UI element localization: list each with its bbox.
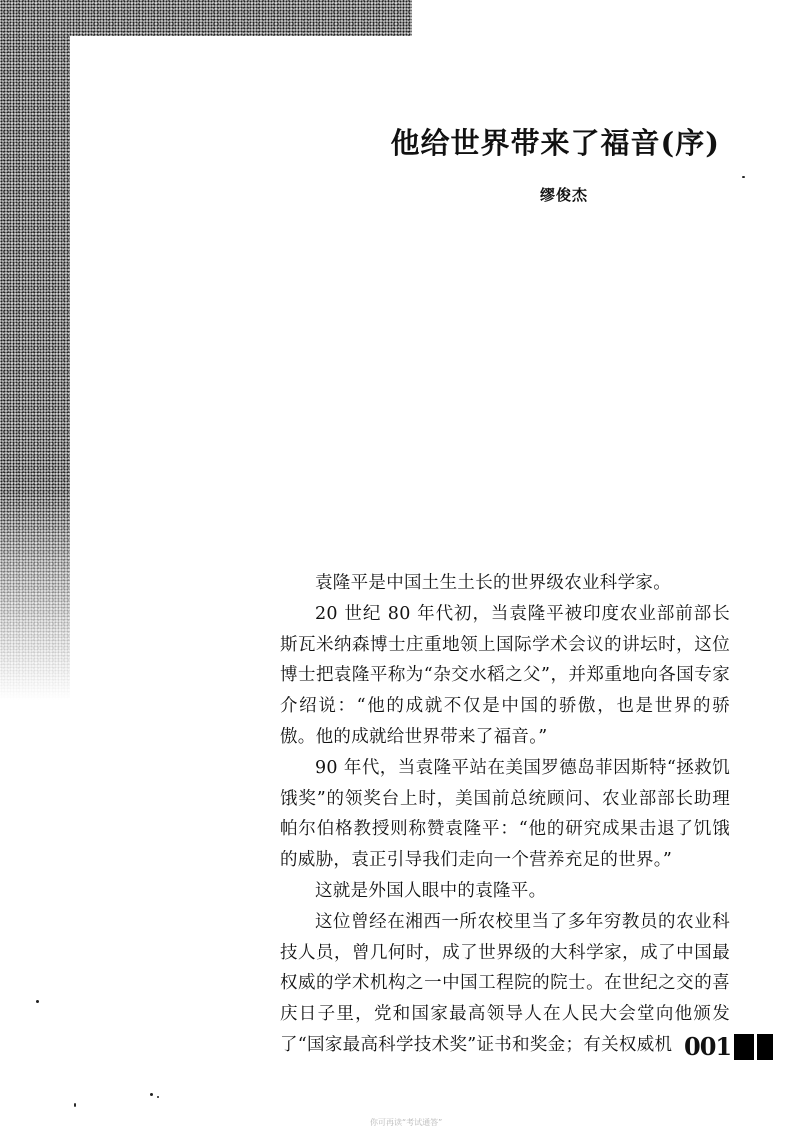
scan-speck [157,1096,159,1098]
paragraph: 这就是外国人眼中的袁隆平。 [315,880,547,901]
paragraph: 90 年代，当袁隆平站在美国罗德岛菲因斯特“拯救饥饿奖”的领奖台上时，美国前总统顾问、农业部部长助理帕尔伯格教授则称赞袁隆平：“他的研究成果击退了饥饿的威胁，袁正引导我们走向一个营养充足的世界。” [280,757,730,871]
page-marker-block [734,1034,754,1060]
paragraph: 袁隆平是中国土生土长的世界级农业科学家。 [315,573,671,593]
page-title: 他给世界带来了福音(序) [390,126,720,161]
body-text [280,568,730,1061]
scan-edge-top [0,0,412,36]
page-number: 001 [684,1032,732,1061]
page-marker-block [757,1034,773,1060]
scan-speck [74,1103,76,1107]
author-name: 缪俊杰 [540,186,589,204]
scan-speck [150,1093,153,1096]
scan-speck [36,1000,39,1003]
scan-speck [742,176,745,178]
scan-edge-left [0,0,70,700]
paragraph: 这位曾经在湘西一所农校里当了多年穷教员的农业科技人员，曾几何时，成了世界级的大科学家，成了中国最权威的学术机构之一中国工程院的院士。在世纪之交的喜庆日子里，党和国家最高领导人在人民大会堂向他颁发了“国家最高科学技术奖”证书和奖金；有关权威机 [280,911,730,1055]
footer-watermark: 你可再读“考试通答” [370,1118,443,1127]
paragraph: 20 世纪 80 年代初，当袁隆平被印度农业部前部长斯瓦米纳森博士庄重地领上国际学术会议的讲坛时，这位博士把袁隆平称为“杂交水稻之父”，并郑重地向各国专家介绍说：“他的成就不仅是中国的骄傲，也是世界的骄傲。他的成就给世界带来了福音。” [280,603,730,747]
